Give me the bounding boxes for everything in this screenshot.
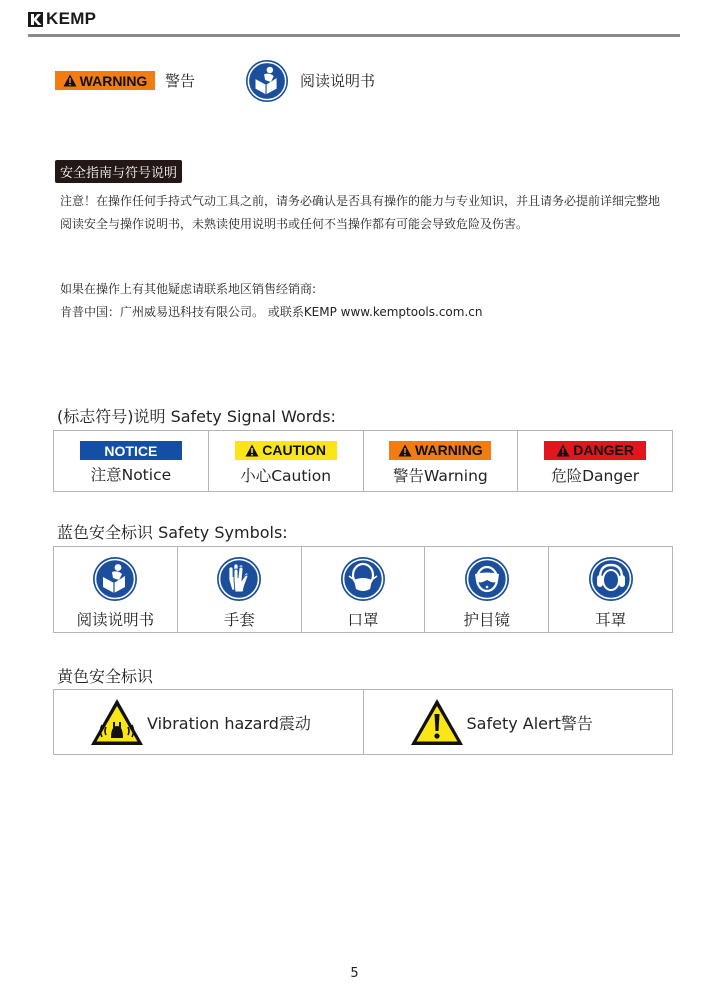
header-divider: [28, 34, 680, 37]
symbol-cell-earmuffs: [549, 547, 673, 633]
warning-label: 警告Warning: [393, 466, 488, 485]
contact-line-1: 如果在操作上有其他疑虑请联系地区销售经销商:: [60, 282, 317, 296]
symbol-cell-goggles: [425, 547, 549, 633]
symbol-cell-gloves: [177, 547, 301, 633]
read-manual-caption: 阅读说明书: [300, 72, 376, 90]
vibration-label: Vibration hazard震动: [147, 713, 311, 733]
yellow-symbols-heading: 黄色安全标识: [57, 667, 154, 686]
danger-signal-tag: [544, 441, 646, 460]
vibration-symbol: [54, 696, 363, 748]
alert-label: Safety Alert警告: [466, 713, 593, 733]
earmuffs-symbol-label: 耳罩: [595, 610, 627, 629]
yellow-cell-alert: [363, 690, 673, 755]
goggles-symbol-label: 护目镜: [463, 610, 511, 629]
gloves-icon: [216, 556, 262, 602]
contact-paragraph: [60, 278, 660, 324]
notice-tag-label: NOTICE: [104, 442, 158, 459]
warning-caption: 警告: [165, 72, 196, 90]
read-manual-icon: [92, 556, 138, 602]
warning-triangle-icon: [63, 74, 77, 87]
warning-signal-tag-2: [389, 441, 491, 460]
kemp-logo-icon: [28, 12, 43, 27]
warning-signal-tag: [55, 71, 155, 90]
ear-muffs-icon: [588, 556, 634, 602]
mask-icon: [340, 556, 386, 602]
manual-symbol-label: 阅读说明书: [76, 610, 155, 629]
notice-signal-tag: [80, 441, 182, 460]
danger-tag-label: DANGER: [573, 442, 634, 458]
warning-tag-label: WARNING: [79, 72, 148, 89]
symbol-cell-mask: [301, 547, 425, 633]
signal-words-table: [53, 430, 673, 492]
safety-alert-icon: [409, 696, 465, 748]
warning-triangle-icon: [398, 444, 412, 457]
intro-paragraph: 注意！在操作任何手持式气动工具之前，请务必确认是否具有操作的能力与专业知识，并且请务必提前详细完整地阅读安全与操作说明书，未熟读使用说明书或任何不当操作都有可能会导致危险及伤害。: [60, 194, 661, 231]
safety-symbols-table: [53, 546, 673, 633]
caution-signal-tag: [235, 441, 337, 460]
vibration-hazard-icon: [89, 696, 145, 748]
alert-symbol: [364, 696, 673, 748]
signal-words-heading: (标志符号)说明 Safety Signal Words:: [57, 407, 336, 426]
notice-label: 注意Notice: [90, 466, 172, 484]
signal-cell-notice: [54, 431, 209, 492]
signal-cell-danger: [518, 431, 673, 492]
goggles-icon: [464, 556, 510, 602]
caution-tag-label: CAUTION: [262, 442, 327, 458]
contact-line-2: 肯普中国：广州威易迅科技有限公司。 或联系KEMP www.kemptools.com.cn: [60, 305, 483, 319]
danger-label: 危险Danger: [551, 466, 640, 485]
symbol-cell-manual: [54, 547, 178, 633]
yellow-cell-vibration: [54, 690, 364, 755]
page-number: 5: [350, 966, 359, 981]
read-manual-icon: [245, 59, 289, 103]
section-title: 安全指南与符号说明: [55, 160, 182, 183]
signal-cell-caution: [208, 431, 363, 492]
brand-logo: [28, 9, 96, 29]
mask-symbol-label: 口罩: [347, 610, 379, 629]
signal-cell-warning: [363, 431, 518, 492]
caution-label: 小心Caution: [240, 466, 332, 485]
caution-triangle-icon: [245, 444, 259, 457]
brand-name: KEMP: [46, 9, 97, 28]
danger-triangle-icon: [556, 444, 570, 457]
yellow-symbols-table: [53, 689, 673, 755]
warning-tag-label-2: WARNING: [415, 442, 483, 458]
gloves-symbol-label: 手套: [223, 610, 255, 629]
safety-symbols-heading: 蓝色安全标识 Safety Symbols:: [57, 523, 288, 542]
